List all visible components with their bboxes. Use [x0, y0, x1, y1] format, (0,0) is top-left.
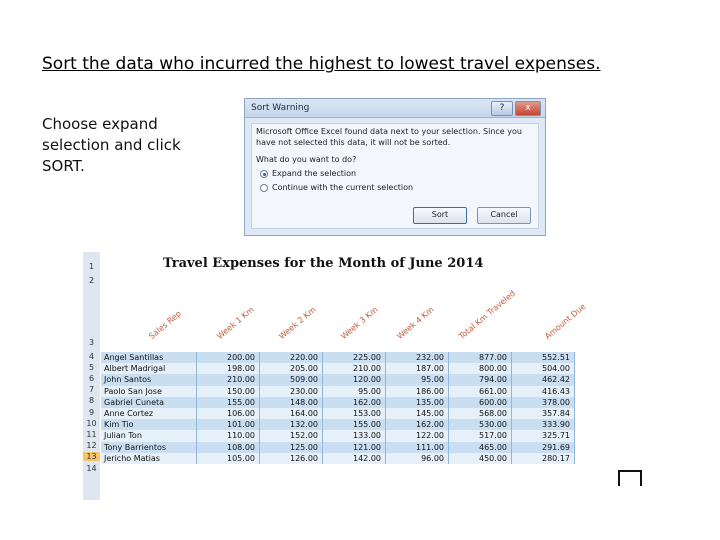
value-cell[interactable]: 225.00	[323, 352, 386, 363]
value-cell[interactable]: 291.69	[512, 442, 575, 453]
row-number[interactable]: 8	[88, 396, 95, 405]
column-header: Total Km Traveled	[457, 288, 518, 341]
value-cell[interactable]: 155.00	[323, 419, 386, 430]
value-cell[interactable]: 121.00	[323, 442, 386, 453]
value-cell[interactable]: 110.00	[197, 430, 260, 441]
value-cell[interactable]: 232.00	[386, 352, 449, 363]
value-cell[interactable]: 135.00	[386, 397, 449, 408]
dialog-message: Microsoft Office Excel found data next to your selection. Since you have not selected this data, it will not be sorted.	[256, 127, 522, 147]
sales-rep-cell[interactable]: Anne Cortez	[101, 408, 197, 419]
sales-rep-cell[interactable]: Tony Barrientos	[101, 442, 197, 453]
row-number[interactable]: 10	[86, 419, 97, 428]
instruction-line-1: Choose expand	[42, 115, 158, 133]
table-row	[101, 408, 575, 419]
cancel-button[interactable]: Cancel	[477, 207, 531, 224]
close-button[interactable]: x	[515, 101, 541, 116]
sort-warning-dialog	[244, 98, 546, 236]
sort-button[interactable]: Sort	[413, 207, 467, 224]
value-cell[interactable]: 95.00	[323, 386, 386, 397]
sales-rep-cell[interactable]: Julian Ton	[101, 430, 197, 441]
value-cell[interactable]: 333.90	[512, 419, 575, 430]
value-cell[interactable]: 568.00	[449, 408, 512, 419]
table-row	[101, 397, 575, 408]
instruction-line-3: SORT.	[42, 157, 85, 175]
value-cell[interactable]: 517.00	[449, 430, 512, 441]
value-cell[interactable]: 155.00	[197, 397, 260, 408]
option-expand-selection[interactable]	[260, 169, 356, 178]
row-number[interactable]: 4	[88, 352, 95, 361]
corner-frame	[618, 470, 642, 486]
column-header: Amount Due	[543, 301, 588, 341]
value-cell[interactable]: 105.00	[197, 453, 260, 464]
value-cell[interactable]: 122.00	[386, 430, 449, 441]
row-number[interactable]: 3	[88, 338, 95, 347]
value-cell[interactable]: 504.00	[512, 363, 575, 374]
table-row	[101, 442, 575, 453]
row-number[interactable]: 9	[88, 408, 95, 417]
data-grid	[101, 352, 575, 464]
value-cell[interactable]: 600.00	[449, 397, 512, 408]
value-cell[interactable]: 450.00	[449, 453, 512, 464]
value-cell[interactable]: 530.00	[449, 419, 512, 430]
value-cell[interactable]: 108.00	[197, 442, 260, 453]
value-cell[interactable]: 205.00	[260, 363, 323, 374]
value-cell[interactable]: 220.00	[260, 352, 323, 363]
value-cell[interactable]: 133.00	[323, 430, 386, 441]
value-cell[interactable]: 465.00	[449, 442, 512, 453]
table-row	[101, 363, 575, 374]
value-cell[interactable]: 142.00	[323, 453, 386, 464]
dialog-question: What do you want to do?	[256, 155, 357, 164]
row-number[interactable]: 14	[86, 464, 97, 473]
sales-rep-cell[interactable]: Kim Tio	[101, 419, 197, 430]
table-row	[101, 430, 575, 441]
row-number[interactable]: 13	[83, 452, 100, 461]
instruction-line-2: selection and click	[42, 136, 181, 154]
value-cell[interactable]: 210.00	[323, 363, 386, 374]
sheet-title: Travel Expenses for the Month of June 2014	[163, 256, 484, 271]
value-cell[interactable]: 661.00	[449, 386, 512, 397]
value-cell[interactable]: 152.00	[260, 430, 323, 441]
row-number[interactable]: 7	[88, 385, 95, 394]
value-cell[interactable]: 106.00	[197, 408, 260, 419]
radio-selected-icon[interactable]	[260, 170, 268, 178]
value-cell[interactable]: 96.00	[386, 453, 449, 464]
value-cell[interactable]: 164.00	[260, 408, 323, 419]
value-cell[interactable]: 552.51	[512, 352, 575, 363]
value-cell[interactable]: 162.00	[323, 397, 386, 408]
table-row	[101, 374, 575, 385]
value-cell[interactable]: 126.00	[260, 453, 323, 464]
row-number[interactable]: 6	[88, 374, 95, 383]
row-number[interactable]: 11	[86, 430, 97, 439]
slide-heading: Sort the data who incurred the highest to lowest travel expenses.	[42, 54, 601, 74]
sales-rep-cell[interactable]: Paolo San Jose	[101, 386, 197, 397]
option-current-label: Continue with the current selection	[272, 183, 414, 192]
dialog-title: Sort Warning	[251, 103, 310, 113]
value-cell[interactable]: 150.00	[197, 386, 260, 397]
option-current-selection[interactable]	[260, 183, 413, 192]
value-cell[interactable]: 462.42	[512, 374, 575, 385]
column-header: Week 3 Km	[339, 305, 380, 341]
value-cell[interactable]: 95.00	[386, 374, 449, 385]
value-cell[interactable]: 280.17	[512, 453, 575, 464]
sales-rep-cell[interactable]: John Santos	[101, 374, 197, 385]
value-cell[interactable]: 210.00	[197, 374, 260, 385]
value-cell[interactable]: 357.84	[512, 408, 575, 419]
value-cell[interactable]: 877.00	[449, 352, 512, 363]
row-number[interactable]: 5	[88, 363, 95, 372]
table-row	[101, 386, 575, 397]
value-cell[interactable]: 509.00	[260, 374, 323, 385]
sales-rep-cell[interactable]: Angel Santillas	[101, 352, 197, 363]
value-cell[interactable]: 111.00	[386, 442, 449, 453]
column-header: Sales Rep	[147, 309, 183, 341]
row-number[interactable]: 1	[88, 262, 95, 271]
table-row	[101, 419, 575, 430]
value-cell[interactable]: 187.00	[386, 363, 449, 374]
value-cell[interactable]: 230.00	[260, 386, 323, 397]
table-row	[101, 453, 575, 464]
sales-rep-cell[interactable]: Albert Madrigal	[101, 363, 197, 374]
value-cell[interactable]: 145.00	[386, 408, 449, 419]
value-cell[interactable]: 101.00	[197, 419, 260, 430]
column-header: Week 1 Km	[215, 305, 256, 341]
row-number[interactable]: 2	[88, 276, 95, 285]
value-cell[interactable]: 800.00	[449, 363, 512, 374]
value-cell[interactable]: 325.71	[512, 430, 575, 441]
help-button[interactable]: ?	[491, 101, 513, 116]
dialog-title-bar	[245, 99, 545, 118]
radio-unselected-icon[interactable]	[260, 184, 268, 192]
row-number-column	[83, 252, 100, 500]
spreadsheet	[83, 252, 645, 500]
sales-rep-cell[interactable]: Jericho Matias	[101, 453, 197, 464]
option-expand-label: Expand the selection	[272, 169, 357, 178]
value-cell[interactable]: 198.00	[197, 363, 260, 374]
value-cell[interactable]: 186.00	[386, 386, 449, 397]
column-header: Week 2 Km	[277, 305, 318, 341]
column-header: Week 4 Km	[395, 305, 436, 341]
value-cell[interactable]: 125.00	[260, 442, 323, 453]
value-cell[interactable]: 794.00	[449, 374, 512, 385]
sales-rep-cell[interactable]: Gabriel Cuneta	[101, 397, 197, 408]
row-number[interactable]: 12	[86, 441, 97, 450]
instruction-text	[42, 114, 217, 177]
value-cell[interactable]: 378.00	[512, 397, 575, 408]
value-cell[interactable]: 153.00	[323, 408, 386, 419]
value-cell[interactable]: 162.00	[386, 419, 449, 430]
value-cell[interactable]: 132.00	[260, 419, 323, 430]
value-cell[interactable]: 120.00	[323, 374, 386, 385]
value-cell[interactable]: 200.00	[197, 352, 260, 363]
table-row	[101, 352, 575, 363]
value-cell[interactable]: 416.43	[512, 386, 575, 397]
value-cell[interactable]: 148.00	[260, 397, 323, 408]
